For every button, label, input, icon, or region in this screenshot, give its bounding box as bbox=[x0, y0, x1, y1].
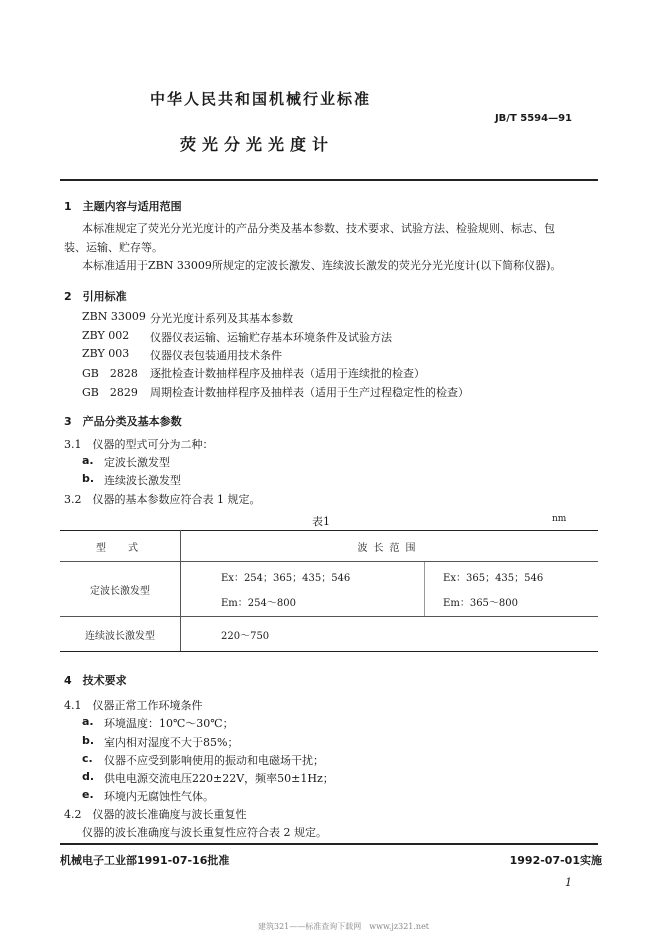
em-values: Em：254～800 bbox=[221, 598, 296, 609]
ref-code: GB 2829 bbox=[82, 386, 138, 399]
item-text: 室内相对湿度不大于85%； bbox=[104, 736, 239, 749]
item-text: 定波长激发型 bbox=[104, 456, 170, 469]
item-label: d. bbox=[82, 770, 95, 783]
section-2-heading: 2 引用标准 bbox=[64, 290, 127, 303]
item-label: c. bbox=[82, 752, 93, 765]
bottom-rule bbox=[60, 843, 598, 845]
row-label: 连续波长激发型 bbox=[60, 617, 181, 652]
item-label: b. bbox=[82, 734, 95, 747]
ref-title: 逐批检查计数抽样程序及抽样表（适用于连续批的检查） bbox=[150, 367, 425, 380]
row-label: 定波长激发型 bbox=[60, 562, 181, 617]
ref-title: 分光光度计系列及其基本参数 bbox=[150, 312, 293, 325]
em-values: Em：365～800 bbox=[443, 598, 519, 609]
item-label: b. bbox=[82, 472, 95, 485]
section-1-paragraph-2: 本标准适用于ZBN 33009所规定的定波长激发、连续波长激发的荧光分光光度计(以下简称仪器)。 bbox=[82, 259, 562, 272]
ref-code: GB 2828 bbox=[82, 367, 138, 380]
column-header-type: 型 式 bbox=[60, 531, 181, 562]
ex-values: Ex：365；435；546 bbox=[443, 573, 544, 584]
clause-3-2: 3.2 仪器的基本参数应符合表 1 规定。 bbox=[64, 493, 261, 506]
approval-line: 机械电子工业部1991-07-16批准 bbox=[60, 854, 230, 867]
ref-title: 仪器仪表运输、运输贮存基本环境条件及试验方法 bbox=[150, 331, 392, 344]
section-1-paragraph-1b: 装、运输、贮存等。 bbox=[64, 241, 163, 254]
section-3-heading: 3 产品分类及基本参数 bbox=[64, 415, 182, 428]
item-label: e. bbox=[82, 788, 94, 801]
parameter-table bbox=[60, 530, 598, 652]
clause-4-2-body: 仪器的波长准确度与波长重复性应符合表 2 规定。 bbox=[82, 826, 327, 839]
top-rule bbox=[60, 179, 598, 181]
item-text: 仪器不应受到影响使用的振动和电磁场干扰； bbox=[104, 754, 324, 767]
section-4-heading: 4 技术要求 bbox=[64, 674, 127, 687]
ref-code: ZBY 003 bbox=[82, 347, 130, 360]
item-label: a. bbox=[82, 454, 94, 467]
implementation-date: 1992-07-01实施 bbox=[509, 854, 602, 867]
table-unit: nm bbox=[552, 514, 567, 524]
ref-title: 仪器仪表包装通用技术条件 bbox=[150, 349, 282, 362]
item-text: 环境内无腐蚀性气体。 bbox=[104, 790, 214, 803]
industry-standard-title: 中华人民共和国机械行业标准 bbox=[150, 90, 372, 108]
ref-code: ZBN 33009 bbox=[82, 310, 146, 323]
document-title: 荧光分光光度计 bbox=[180, 135, 335, 154]
section-1-heading: 1 主题内容与适用范围 bbox=[64, 200, 182, 213]
ex-values: Ex：254；365；435；546 bbox=[221, 573, 351, 584]
clause-4-2: 4.2 仪器的波长准确度与波长重复性 bbox=[64, 808, 247, 821]
item-text: 供电电源交流电压220±22V，频率50±1Hz； bbox=[104, 772, 334, 785]
item-text: 连续波长激发型 bbox=[104, 474, 181, 487]
watermark: 建筑321——标准查询下载网 www.jz321.net bbox=[258, 922, 430, 931]
ref-title: 周期检查计数抽样程序及抽样表（适用于生产过程稳定性的检查） bbox=[150, 386, 469, 399]
clause-3-1: 3.1 仪器的型式可分为二种： bbox=[64, 438, 214, 451]
ref-code: ZBY 002 bbox=[82, 329, 130, 342]
item-text: 环境温度：10℃～30℃； bbox=[104, 717, 234, 730]
item-label: a. bbox=[82, 715, 94, 728]
column-header-range: 波长范围 bbox=[181, 531, 599, 562]
section-1-paragraph-1a: 本标准规定了荧光分光光度计的产品分类及基本参数、技术要求、试验方法、检验规则、标志、包 bbox=[82, 222, 555, 235]
table-caption: 表1 bbox=[312, 515, 330, 528]
standard-number: JB/T 5594—91 bbox=[494, 113, 572, 124]
range-value: 220～750 bbox=[181, 617, 599, 652]
clause-4-1: 4.1 仪器正常工作环境条件 bbox=[64, 699, 203, 712]
page-number: 1 bbox=[565, 876, 572, 889]
